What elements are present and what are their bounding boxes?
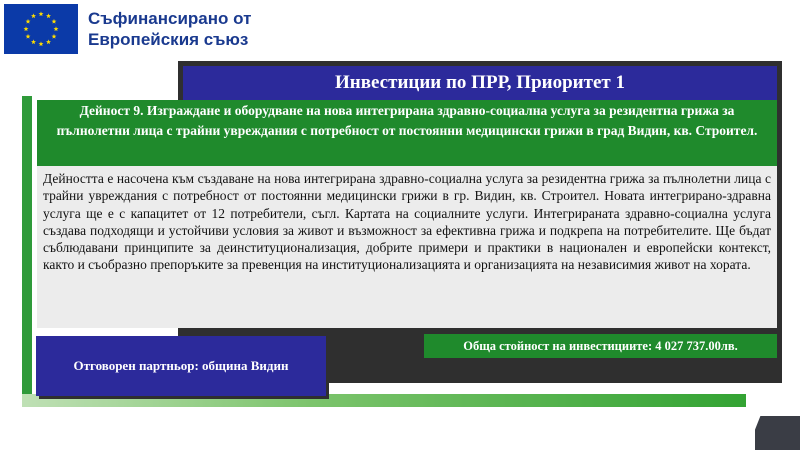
eu-star-icon bbox=[54, 26, 59, 31]
eu-star-icon bbox=[52, 19, 57, 24]
eu-text-line1: Съфинансирано от bbox=[88, 9, 252, 28]
page-title: Инвестиции по ПРР, Приоритет 1 bbox=[183, 66, 777, 100]
eu-star-icon bbox=[26, 19, 31, 24]
eu-star-icon bbox=[26, 34, 31, 39]
activity-heading: Дейност 9. Изграждане и оборудване на нова интегрирана здравно-социална услуга за резидентна грижа за пълнолетни лица с трайни увреждания с потребност от постоянни медицински грижи в град Видин, кв. Строител. bbox=[37, 100, 777, 166]
eu-star-icon bbox=[52, 34, 57, 39]
frame-green-left bbox=[22, 96, 32, 396]
total-value-label: Обща стойност на инвестициите: 4 027 737.00лв. bbox=[424, 334, 777, 358]
eu-cofunded-label bbox=[88, 8, 251, 50]
eu-flag-icon bbox=[4, 4, 78, 54]
eu-text-line2: Европейския съюз bbox=[88, 30, 249, 49]
eu-star-icon bbox=[31, 39, 36, 44]
activity-description: Дейността е насочена към създаване на нова интегрирана здравно-социална услуга за резидентна грижа за пълнолетни лица с трайни увреждания с потребност от постоянни медицински грижи в гр. Видин, кв. Строител. Новата интегрирано-здравна услуга ще е с капацитет от 12 потребители, съгл. Картата на социалните услуги. Интегрираната здравно-социална услуга създава подходящи и устойчиви условия за живот и възможност за ефективна грижа и подкрепа на потребителите. Ще бъдат съблюдавани принципите за деинституционализация, добрите примери и практики в национален и европейски контекст, както и съобразно препоръките за превенция на институционализацията и организацията на независимия живот на хората. bbox=[37, 166, 777, 328]
corner-decoration bbox=[755, 416, 800, 450]
eu-star-icon bbox=[46, 39, 51, 44]
eu-star-icon bbox=[46, 13, 51, 18]
partner-label: Отговорен партньор: община Видин bbox=[36, 336, 326, 396]
eu-star-icon bbox=[31, 13, 36, 18]
eu-star-icon bbox=[39, 41, 44, 46]
eu-star-icon bbox=[39, 11, 44, 16]
eu-star-icon bbox=[24, 26, 29, 31]
eu-stars bbox=[4, 4, 78, 54]
